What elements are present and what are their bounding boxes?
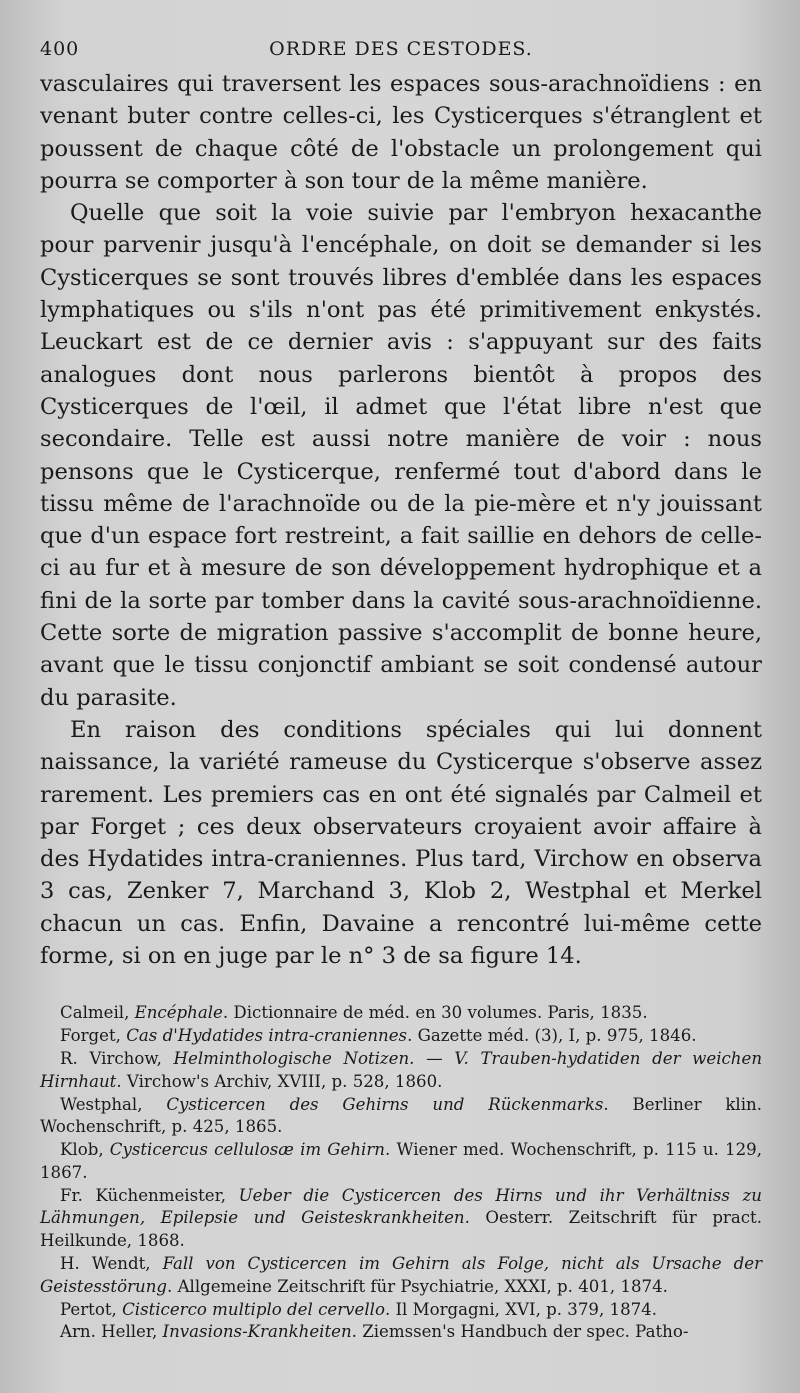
paragraph: vasculaires qui traversent les espaces sous-arachnoïdiens : en venant buter contre celles-ci, les Cysticerques s'étranglent et poussent de chaque côté de l'obstacle un prolongement qui pourra se comporter à son tour de la même manière. bbox=[40, 71, 762, 194]
reference-item bbox=[40, 1094, 762, 1140]
reference-item bbox=[40, 1253, 762, 1299]
reference-details: . Gazette méd. (3), I, p. 975, 1846. bbox=[407, 1026, 697, 1046]
reference-title: Cysticercus cellulosæ im Gehirn bbox=[109, 1140, 385, 1160]
body-text bbox=[40, 68, 762, 972]
reference-details: . Berliner klin. Wochenschrift, p. 425, 1865. bbox=[40, 1094, 762, 1137]
paragraph: En raison des conditions spéciales qui lui donnent naissance, la variété rameuse du Cysticerque s'observe assez rarement. Les premiers cas en ont été signalés par Calmeil et par Forget ; ces deux observateurs croyaient avoir affaire à des Hydatides intra-craniennes. Plus tard, Virchow en observa 3 cas, Zenker 7, Marchand 3, Klob 2, Westphal et Merkel chacun un cas. Enfin, Davaine a rencontré lui-même cette forme, si on en juge par le n° 3 de sa figure 14. bbox=[40, 716, 762, 970]
reference-author: R. Virchow, bbox=[60, 1048, 174, 1068]
reference-title: Cisticerco multiplo del cervello bbox=[122, 1299, 385, 1319]
reference-item bbox=[40, 1185, 762, 1253]
reference-item bbox=[40, 1321, 762, 1344]
reference-author: Pertot, bbox=[60, 1299, 123, 1319]
reference-details: . Wiener med. Wochenschrift, p. 115 u. 129, 1867. bbox=[40, 1140, 763, 1182]
reference-author: Calmeil, bbox=[60, 1003, 135, 1023]
reference-details: . Il Morgagni, XVI, p. 379, 1874. bbox=[384, 1299, 658, 1319]
reference-details: . Ziemssen's Handbuch der spec. Patho- bbox=[351, 1322, 689, 1342]
reference-title: Fall von Cysticercen im Gehirn als Folge, nicht als Ursache der Geistesstörung bbox=[40, 1254, 762, 1296]
book-page bbox=[40, 34, 762, 1344]
running-title: ORDRE DES CESTODES. bbox=[269, 38, 533, 60]
reference-details: . Dictionnaire de méd. en 30 volumes. Paris, 1835. bbox=[222, 1003, 648, 1023]
reference-item bbox=[40, 1048, 762, 1094]
reference-title: Encéphale bbox=[134, 1003, 223, 1023]
reference-item bbox=[40, 1139, 762, 1185]
reference-author: H. Wendt, bbox=[60, 1254, 163, 1274]
page-number: 400 bbox=[40, 38, 80, 60]
reference-item bbox=[40, 1025, 762, 1048]
reference-title: Invasions-Krankheiten bbox=[162, 1322, 352, 1342]
reference-title: Cysticercen des Gehirns und Rückenmarks bbox=[166, 1094, 604, 1114]
reference-details: . Oesterr. Zeitschrift für pract. Heilkunde, 1868. bbox=[40, 1208, 762, 1251]
reference-item bbox=[40, 1002, 762, 1025]
reference-author: Fr. Küchenmeister, bbox=[60, 1185, 239, 1205]
reference-author: Forget, bbox=[60, 1026, 127, 1046]
paragraph: Quelle que soit la voie suivie par l'embryon hexacanthe pour parvenir jusqu'à l'encéphale, on doit se demander si les Cysticerques se sont trouvés libres d'emblée dans les espaces lymphatiques ou s'ils n'ont pas été primitivement enkystés. Leuckart est de ce dernier avis : s'appuyant sur des faits analogues dont nous parlerons bientôt à propos des Cysticerques de l'œil, il admet que l'état libre n'est que secondaire. Telle est aussi notre manière de voir : nous pensons que le Cysticerque, renfermé tout d'abord dans le tissu même de l'arachnoïde ou de la pie-mère et n'y jouissant que d'un espace fort restreint, a fait saillie en dehors de celle-ci au fur et à mesure de son développement hydrophique et a fini de la sorte par tomber dans la cavité sous-arachnoïdienne. Cette sorte de migration passive s'accomplit de bonne heure, avant que le tissu conjonctif ambiant se soit condensé autour du parasite. bbox=[40, 200, 762, 711]
reference-details: . Allgemeine Zeitschrift für Psychiatrie, XXXI, p. 401, 1874. bbox=[167, 1276, 668, 1296]
running-head bbox=[40, 34, 762, 68]
reference-title: Cas d'Hydatides intra-craniennes bbox=[126, 1026, 408, 1046]
reference-item bbox=[40, 1299, 762, 1322]
reference-list bbox=[40, 1002, 762, 1344]
reference-author: Arn. Heller, bbox=[60, 1322, 163, 1342]
reference-title: Ueber die Cysticercen des Hirns und ihr Verhältniss zu Lähmungen, Epilepsie und Geisteskrankheiten bbox=[40, 1185, 762, 1228]
reference-author: Klob, bbox=[60, 1140, 110, 1160]
reference-author: Westphal, bbox=[60, 1094, 167, 1114]
reference-details: . Virchow's Archiv, XVIII, p. 528, 1860. bbox=[116, 1071, 443, 1091]
reference-title: Helminthologische Notizen. — V. Trauben-hydatiden der weichen Hirnhaut bbox=[40, 1048, 762, 1091]
